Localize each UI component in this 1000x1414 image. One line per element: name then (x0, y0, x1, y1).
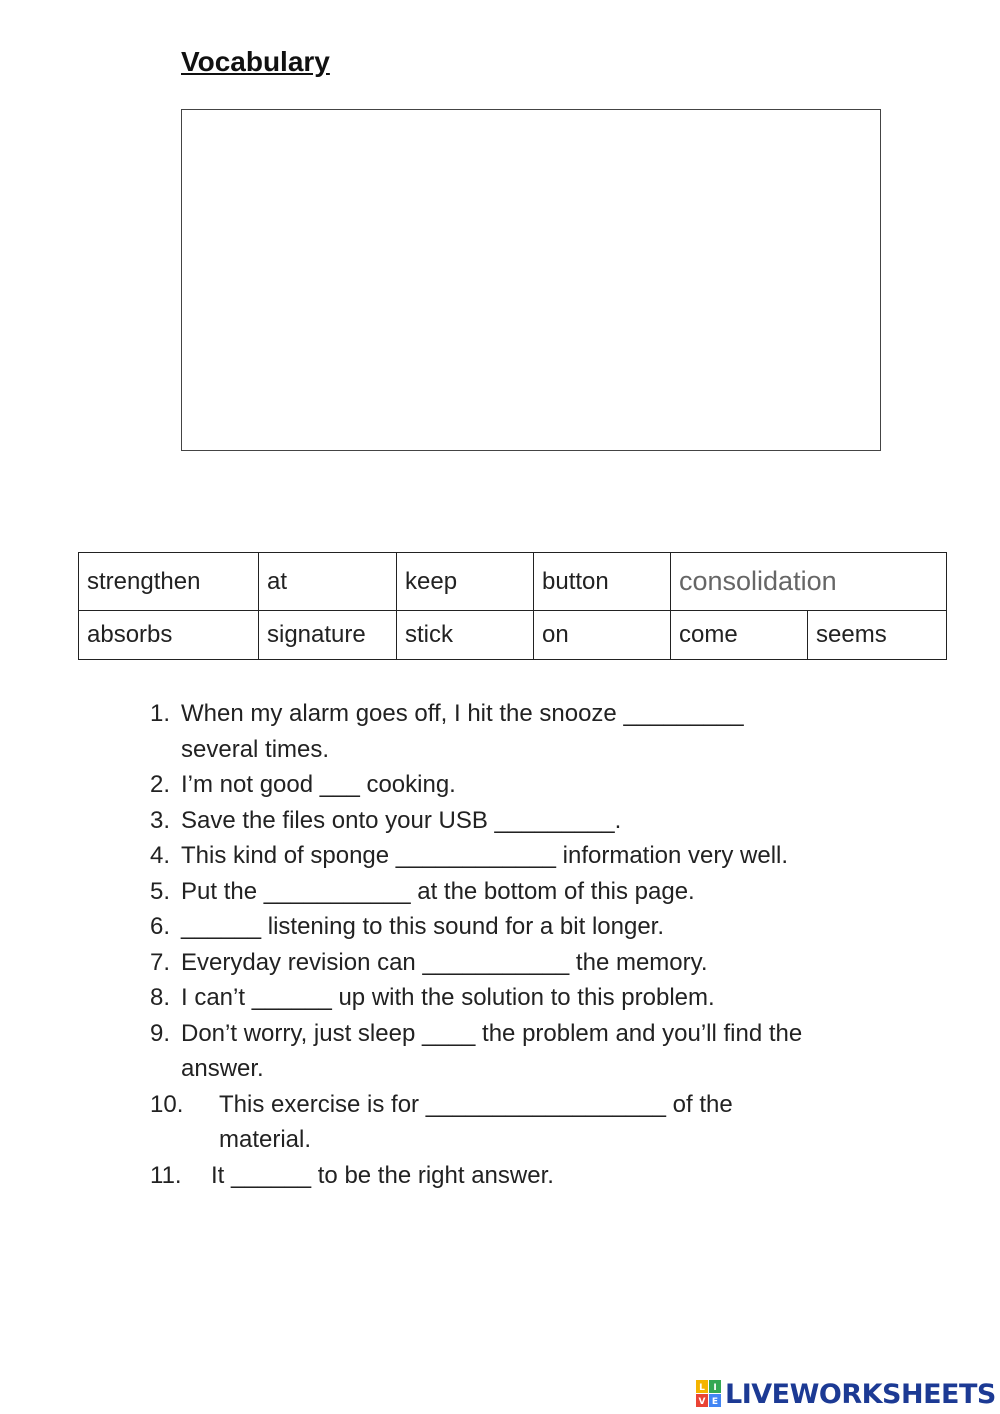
logo-text: LIVEWORKSHEETS (725, 1378, 996, 1410)
question-item (150, 803, 910, 839)
question-text: I’m not good ___ cooking. (181, 771, 456, 798)
question-item (150, 1016, 910, 1087)
question-text: ______ listening to this sound for a bit longer. (181, 913, 664, 940)
svg-text:L: L (699, 1383, 705, 1393)
question-text: Don’t worry, just sleep ____ the problem and you’ll find the answer. (181, 1019, 803, 1082)
word-bank-row (79, 611, 947, 660)
word-bank-cell: stick (397, 611, 534, 660)
word-bank-table (78, 552, 947, 660)
question-number: 2. (150, 771, 171, 798)
question-text: Everyday revision can ___________ the memory. (181, 948, 708, 976)
logo-blocks-icon (696, 1380, 722, 1408)
question-text: This exercise is for __________________ of the material. (219, 1090, 733, 1153)
question-text: It ______ to be the right answer. (211, 1161, 554, 1189)
svg-text:I: I (713, 1383, 717, 1393)
question-number: 8. (150, 984, 171, 1011)
question-number: 6. (150, 913, 171, 940)
question-item (150, 696, 910, 767)
word-bank-cell: seems (808, 611, 947, 660)
question-number: 7. (150, 948, 171, 976)
question-text: Put the ___________ at the bottom of this page. (181, 877, 695, 905)
question-number: 4. (150, 842, 171, 869)
question-number: 9. (150, 1019, 171, 1047)
question-number: 11. (150, 1161, 182, 1189)
question-item (150, 874, 910, 910)
question-item (150, 980, 910, 1016)
question-text: Save the files onto your USB _________. (181, 806, 622, 834)
word-bank-cell: keep (397, 553, 534, 611)
question-number: 5. (150, 877, 171, 905)
question-number: 10. (150, 1090, 184, 1118)
question-item (150, 838, 910, 874)
svg-text:E: E (711, 1397, 719, 1407)
word-bank-cell: consolidation (671, 553, 947, 611)
question-text: When my alarm goes off, I hit the snooze _________ several times. (181, 700, 744, 763)
question-text: I can’t ______ up with the solution to this problem. (181, 984, 715, 1011)
question-number: 3. (150, 806, 171, 834)
question-item (150, 1158, 910, 1194)
word-bank-cell: strengthen (79, 553, 259, 611)
word-bank-cell: signature (259, 611, 397, 660)
page-title: Vocabulary (181, 46, 330, 77)
word-bank-cell: on (534, 611, 671, 660)
question-item (150, 909, 910, 945)
liveworksheets-logo (696, 1378, 996, 1410)
question-number: 1. (150, 700, 171, 727)
question-text: This kind of sponge ____________ information very well. (181, 842, 789, 869)
svg-text:V: V (698, 1397, 706, 1407)
word-bank-row (79, 553, 947, 611)
vocabulary-image-box (181, 109, 881, 451)
question-list (150, 696, 910, 1193)
question-item (150, 767, 910, 803)
word-bank-cell: come (671, 611, 808, 660)
word-bank-cell: at (259, 553, 397, 611)
word-bank-cell: absorbs (79, 611, 259, 660)
question-item (150, 1087, 910, 1158)
question-item (150, 945, 910, 981)
word-bank-cell: button (534, 553, 671, 611)
